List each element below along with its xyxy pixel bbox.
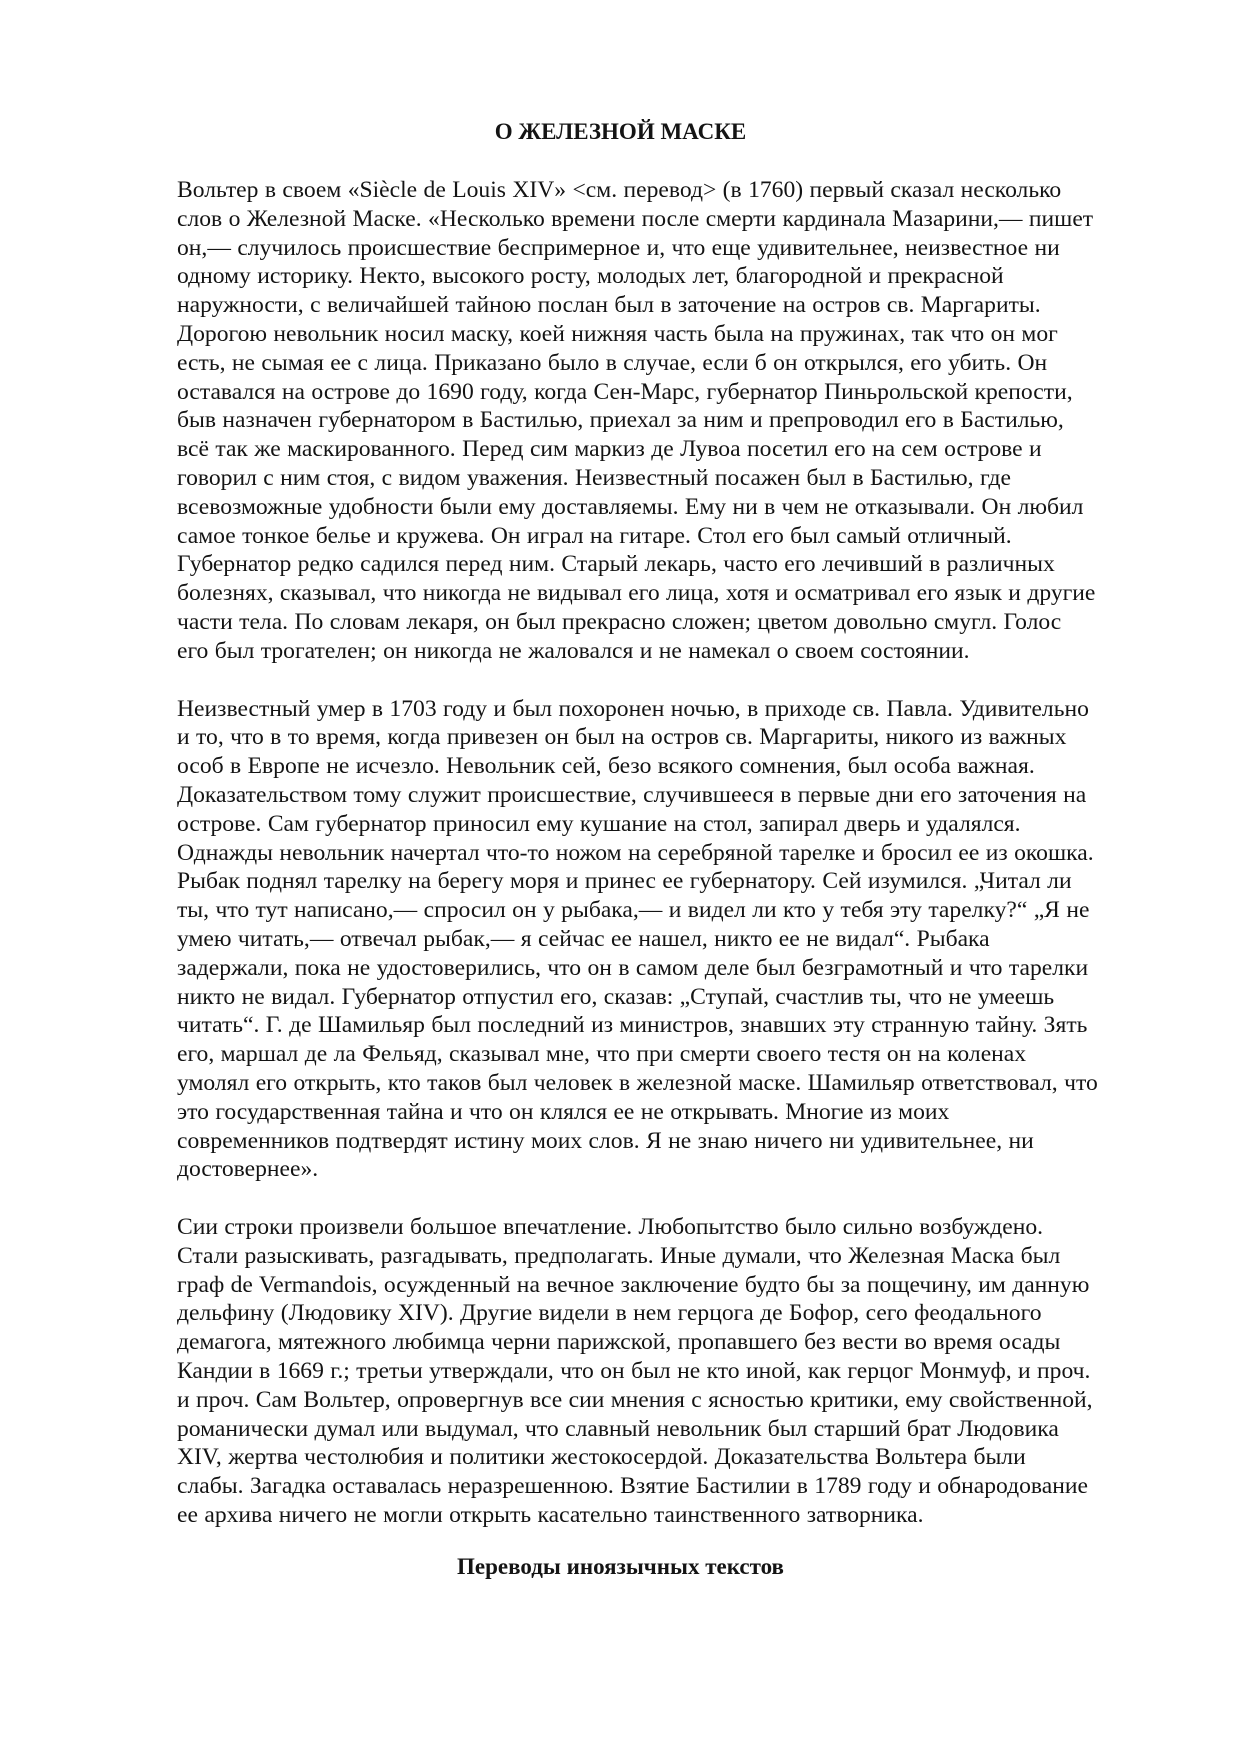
document-title: О ЖЕЛЕЗНОЙ МАСКЕ xyxy=(494,119,747,144)
paragraph-1: Вольтер в своем «Siècle de Louis XIV» <см. перевод> (в 1760) первый сказал несколько слов о Железной Маске. «Несколько времени после смерти кардинала Мазарини,— пишет он,— случилось происшествие беспримерное и, что еще удивительнее, неизвестное ни одному историку. Некто, высокого росту, молодых лет, благородной и прекрасной наружности, с величайшей тайною послан был в заточение на остров св. Маргариты. Дорогою невольник носил маску, коей нижняя часть была на пружинах, так что он мог есть, не сымая ее с лица. Приказано было в случае, если б он открылся, его убить. Он оставался на острове до 1690 году, когда Сен-Марс, губернатор Пиньрольской крепости, быв назначен губернатором в Бастилью, приехал за ним и препроводил его в Бастилью, всё так же маскированного. Перед сим маркиз де Лувоа посетил его на сем острове и говорил с ним стоя, с видом уважения. Неизвестный посажен был в Бастилью, где всевозможные удобности были ему доставляемы. Ему ни в чем не отказывали. Он любил самое тонкое белье и кружева. Он играл на гитаре. Стол его был самый отличный. Губернатор редко садился перед ним. Старый лекарь, часто его лечивший в различных болезнях, сказывал, что никогда не видывал его лица, хотя и осматривал его язык и другие части тела. По словам лекаря, он был прекрасно сложен; цветом довольно смугл. Голос его был трогателен; он никогда не жаловался и не намекал о своем состоянии. xyxy=(177,177,1096,664)
paragraph-3: Сии строки произвели большое впечатление. Любопытство было сильно возбуждено. Стали разыскивать, разгадывать, предполагать. Иные думали, что Железная Маска был граф de Vermandois, осужденный на вечное заключение будто бы за пощечину, им данную дельфину (Людовику XIV). Другие видели в нем герцога де Бофор, сего феодального демагога, мятежного любимца черни парижской, пропавшего без вести во время осады Кандии в 1669 г.; третьи утверждали, что он был не кто иной, как герцог Монмуф, и проч. и проч. Сам Вольтер, опровергнув все сии мнения с ясностью критики, ему свойственной, романически думал или выдумал, что славный невольник был старший брат Людовика XIV, жертва честолюбия и политики жестокосердой. Доказательства Вольтера были слабы. Загадка оставалась неразрешенною. Взятие Бастилии в 1789 году и обнародование ее архива ничего не могли открыть касательно таинственного затворника. xyxy=(177,1214,1093,1529)
document-body xyxy=(177,176,1167,1559)
section-heading-translations: Переводы иноязычных текстов xyxy=(457,1554,784,1579)
paragraph-2: Неизвестный умер в 1703 году и был похоронен ночью, в приходе св. Павла. Удивительно и то, что в то время, когда привезен он был на остров св. Маргариты, никого из важных особ в Европе не исчезло. Невольник сей, безо всякого сомнения, был особа важная. Доказательством тому служит происшествие, случившееся в первые дни его заточения на острове. Сам губернатор приносил ему кушание на стол, запирал дверь и удалялся. Однажды невольник начертал что-то ножом на серебряной тарелке и бросил ее из окошка. Рыбак поднял тарелку на берегу моря и принес ее губернатору. Сей изумился. „Читал ли ты, что тут написано,— спросил он у рыбака,— и видел ли кто у тебя эту тарелку?“ „Я не умею читать,— отвечал рыбак,— я сейчас ее нашел, никто ее не видал“. Рыбака задержали, пока не удостоверились, что он в самом деле был безграмотный и что тарелки никто не видал. Губернатор отпустил его, сказав: „Ступай, счастлив ты, что не умеешь читать“. Г. де Шамильяр был последний из министров, знавших эту странную тайну. Зять его, маршал де ла Фельяд, сказывал мне, что при смерти своего тестя он на коленах умолял его открыть, кто таков был человек в железной маске. Шамильяр ответствовал, что это государственная тайна и что он клялся ее не открывать. Многие из моих современников подтвердят истину моих слов. Я не знаю ничего ни удивительнее, ни достовернее». xyxy=(177,695,1098,1183)
